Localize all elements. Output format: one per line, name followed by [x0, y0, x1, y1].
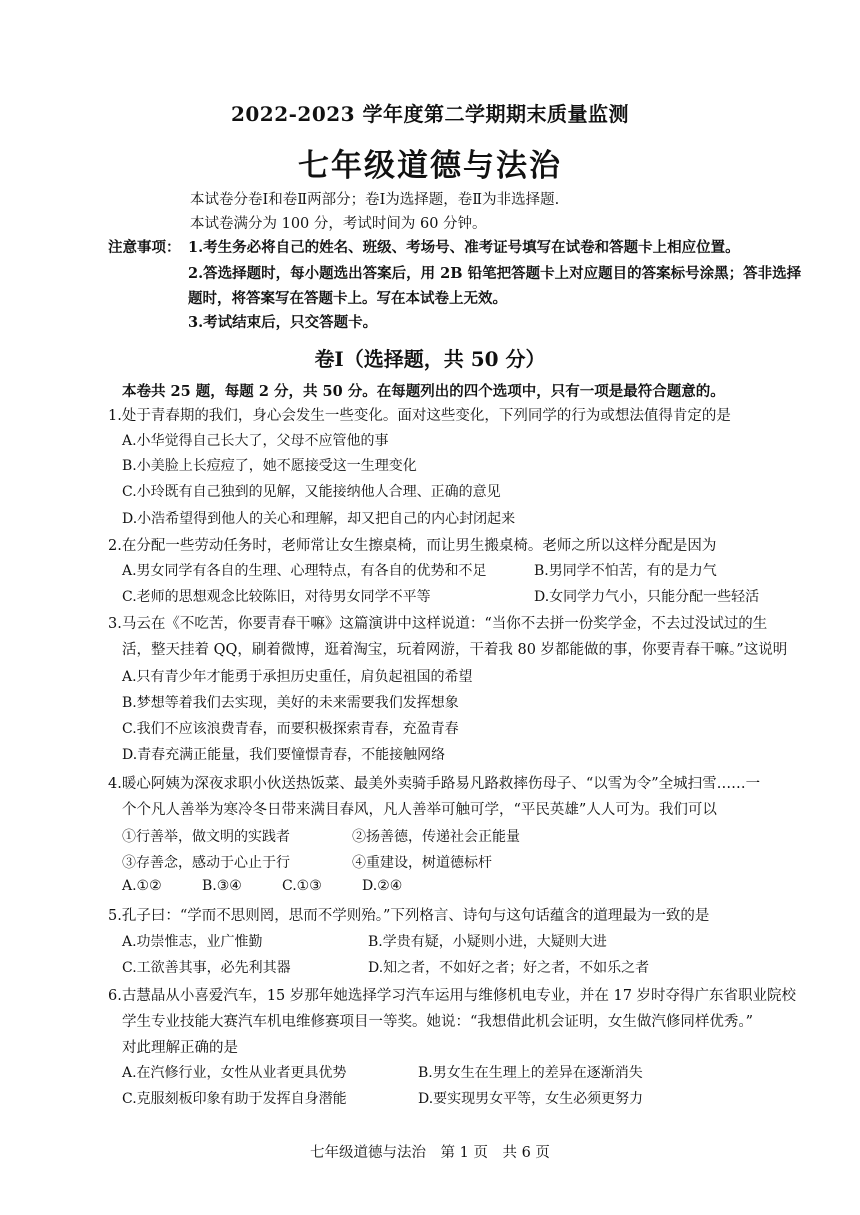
statement-item: ①行善举，做文明的实践者	[122, 829, 290, 845]
question-stem-cont: 对此理解正确的是	[122, 1040, 238, 1056]
question-stem: 1.处于青春期的我们，身心会发生一些变化。面对这些变化，下列同学的行为或想法值得肯定的是	[108, 408, 731, 424]
statement-item: ③存善念，感动于心止于行	[122, 855, 290, 871]
question-stem: 3.马云在《不吃苦，你要青春干嘛》这篇演讲中这样说道：“当你不去拼一份奖学金，不去过没试过的生	[108, 616, 768, 632]
intro-line: 本试卷满分为 100 分，考试时间为 60 分钟。	[190, 216, 487, 232]
option-b: B.学贵有疑，小疑则小进，大疑则大进	[368, 934, 607, 950]
question-stem-cont: 个个凡人善举为寒冷冬日带来满目春风，凡人善举可触可学，“平民英雄”人人可为。我们可以	[122, 802, 717, 818]
option-c: C.我们不应该浪费青春，而要积极探索青春，充盈青春	[122, 721, 459, 737]
option-d: D.青春充满正能量，我们要憧憬青春，不能接触网络	[122, 747, 446, 763]
option-c: C.老师的思想观念比较陈旧，对待男女同学不平等	[122, 589, 431, 605]
section-description: 本卷共 25 题，每题 2 分，共 50 分。在每题列出的四个选项中，只有一项是最符合题意的。	[122, 383, 725, 400]
exam-title: 2022-2023 学年度第二学期期末质量监测	[230, 102, 630, 126]
question-stem: 2.在分配一些劳动任务时，老师常让女生擦桌椅，而让男生搬桌椅。老师之所以这样分配是因为	[108, 538, 717, 554]
statement-item: ④重建设，树道德标杆	[352, 855, 492, 871]
option-b: B.男女生在生理上的差异在逐渐消失	[418, 1065, 643, 1081]
notice-item: 2.答选择题时，每小题选出答案后，用 2B 铅笔把答题卡上对应题目的答案标号涂黑；答非选择	[188, 265, 802, 282]
question-stem: 6.古慧晶从小喜爱汽车，15 岁那年她选择学习汽车运用与维修机电专业，并在 17 岁时夺得广东省职业院校	[108, 988, 797, 1004]
notice-label: 注意事项：	[108, 239, 181, 256]
question-stem-cont: 活，整天挂着 QQ，刷着微博，逛着淘宝，玩着网游，干着我 80 岁都能做的事，你要青春干嘛。”这说明	[122, 642, 788, 658]
notice-item: 3.考试结束后，只交答题卡。	[188, 314, 378, 331]
option-a: A.小华觉得自己长大了，父母不应管他的事	[122, 433, 389, 449]
notice-item: 1.考生务必将自己的姓名、班级、考场号、准考证号填写在试卷和答题卡上相应位置。	[188, 239, 740, 256]
question-stem: 5.孔子曰：“学而不思则罔，思而不学则殆。”下列格言、诗句与这句话蕴含的道理最为一致的是	[108, 908, 710, 924]
question-stem: 4.暖心阿姨为深夜求职小伙送热饭菜、最美外卖骑手路易凡路救摔伤母子、“以雪为令”全城扫雪……一	[108, 776, 761, 792]
option-d: D.知之者，不如好之者；好之者，不如乐之者	[368, 960, 650, 976]
option-b: B.③④	[202, 878, 242, 894]
statement-item: ②扬善德，传递社会正能量	[352, 829, 520, 845]
option-a: A.在汽修行业，女性从业者更具优势	[122, 1065, 347, 1081]
option-c: C.①③	[282, 878, 322, 894]
option-c: C.工欲善其事，必先利其器	[122, 960, 291, 976]
option-d: D.小浩希望得到他人的关心和理解，却又把自己的内心封闭起来	[122, 511, 516, 527]
option-d: D.要实现男女平等，女生必须更努力	[418, 1091, 644, 1107]
option-a: A.功崇惟志，业广惟勤	[122, 934, 263, 950]
option-b: B.梦想等着我们去实现，美好的未来需要我们发挥想象	[122, 695, 459, 711]
option-a: A.男女同学有各自的生理、心理特点，有各自的优势和不足	[122, 563, 487, 579]
option-c: C.小玲既有自己独到的见解，又能接纳他人合理、正确的意见	[122, 484, 501, 500]
section-title: 卷Ⅰ（选择题，共 50 分）	[314, 347, 546, 371]
intro-line: 本试卷分卷Ⅰ和卷Ⅱ两部分；卷Ⅰ为选择题，卷Ⅱ为非选择题.	[190, 192, 560, 208]
option-c: C.克服刻板印象有助于发挥自身潜能	[122, 1091, 347, 1107]
subject-title: 七年级道德与法治	[298, 148, 562, 184]
option-b: B.小美脸上长痘痘了，她不愿接受这一生理变化	[122, 458, 417, 474]
option-a: A.只有青少年才能勇于承担历史重任，肩负起祖国的希望	[122, 669, 473, 685]
option-d: D.女同学力气小，只能分配一些轻活	[534, 589, 760, 605]
page-footer: 七年级道德与法治 第 1 页 共 6 页	[310, 1145, 550, 1161]
option-b: B.男同学不怕苦，有的是力气	[534, 563, 717, 579]
option-d: D.②④	[362, 878, 403, 894]
notice-item: 题时，将答案写在答题卡上。写在本试卷上无效。	[188, 290, 507, 307]
question-stem-cont: 学生专业技能大赛汽车机电维修赛项目一等奖。她说：“我想借此机会证明，女生做汽修同样优秀。”	[122, 1014, 754, 1030]
option-a: A.①②	[122, 878, 162, 894]
